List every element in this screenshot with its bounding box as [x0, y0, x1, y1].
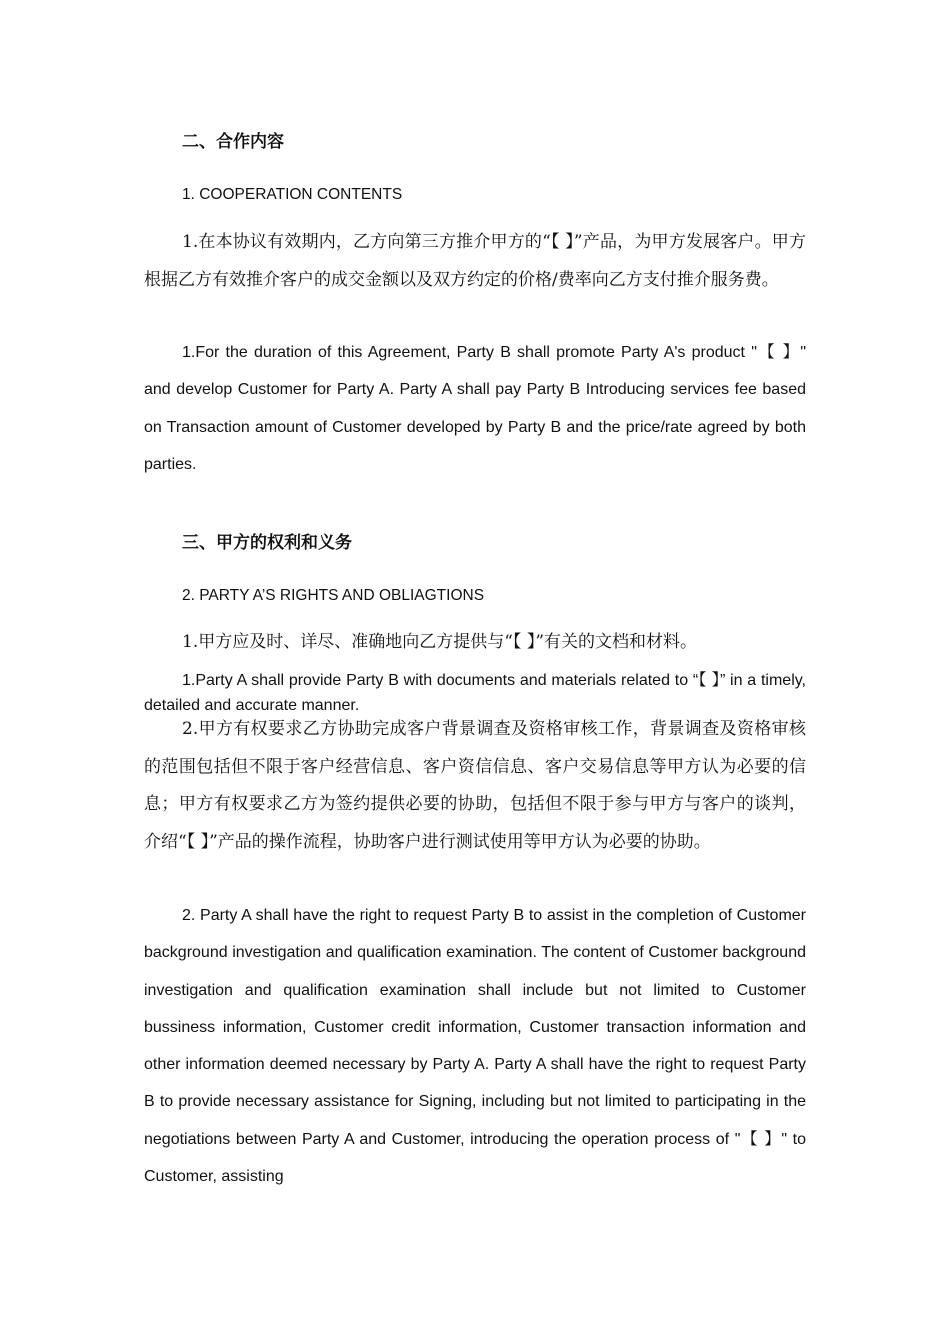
paragraph-background-check-en: 2. Party A shall have the right to request Party B to assist in the completion of Customer background investigation and qualification examination. The content of Customer background investigation and qualification examination shall include but not limited to Customer bussiness information, Customer credit information, Customer transaction information and other information deemed necessary by Party A. Party A shall have the right to request Party B to provide necessary assistance for Signing, including but not limited to participating in the negotiations between Party A and Customer, introducing the operation process of "【 】" to Customer, assisting	[144, 907, 806, 1186]
paragraph-documents-cn: 1.甲方应及时、详尽、准确地向乙方提供与“【 】”有关的文档和材料。	[182, 632, 698, 652]
section-heading-en-party-a-rights: 2. PARTY A’S RIGHTS AND OBLIAGTIONS	[182, 587, 485, 604]
section-heading-cn-party-a-rights: 三、甲方的权利和义务	[182, 533, 352, 553]
paragraph-background-check-cn: 2.甲方有权要求乙方协助完成客户背景调查及资格审核工作，背景调查及资格审核的范围包括但不限于客户经营信息、客户资信信息、客户交易信息等甲方认为必要的信息；甲方有权要求乙方为签约提供必要的协助，包括但不限于参与甲方与客户的谈判，介绍“【 】”产品的操作流程，协助客户进行测试使用等甲方认为必要的协助。	[144, 719, 806, 852]
paragraph-cooperation-cn: 1.在本协议有效期内，乙方向第三方推介甲方的“【 】”产品，为甲方发展客户。甲方根据乙方有效推介客户的成交金额以及双方约定的价格/费率向乙方支付推介服务费。	[144, 232, 806, 290]
section-heading-en-cooperation: 1. COOPERATION CONTENTS	[182, 186, 403, 203]
paragraph-documents-en: 1.Party A shall provide Party B with documents and materials related to “【 】” in a timely, detailed and accurate manner.	[144, 672, 807, 714]
paragraph-cooperation-en: 1.For the duration of this Agreement, Party B shall promote Party A's product "【 】" and develop Customer for Party A. Party A shall pay Party B Introducing services fee based on Transaction amount of Customer developed by Party B and the price/rate agreed by both parties.	[144, 344, 806, 473]
section-heading-cn-cooperation: 二、合作内容	[182, 132, 284, 152]
